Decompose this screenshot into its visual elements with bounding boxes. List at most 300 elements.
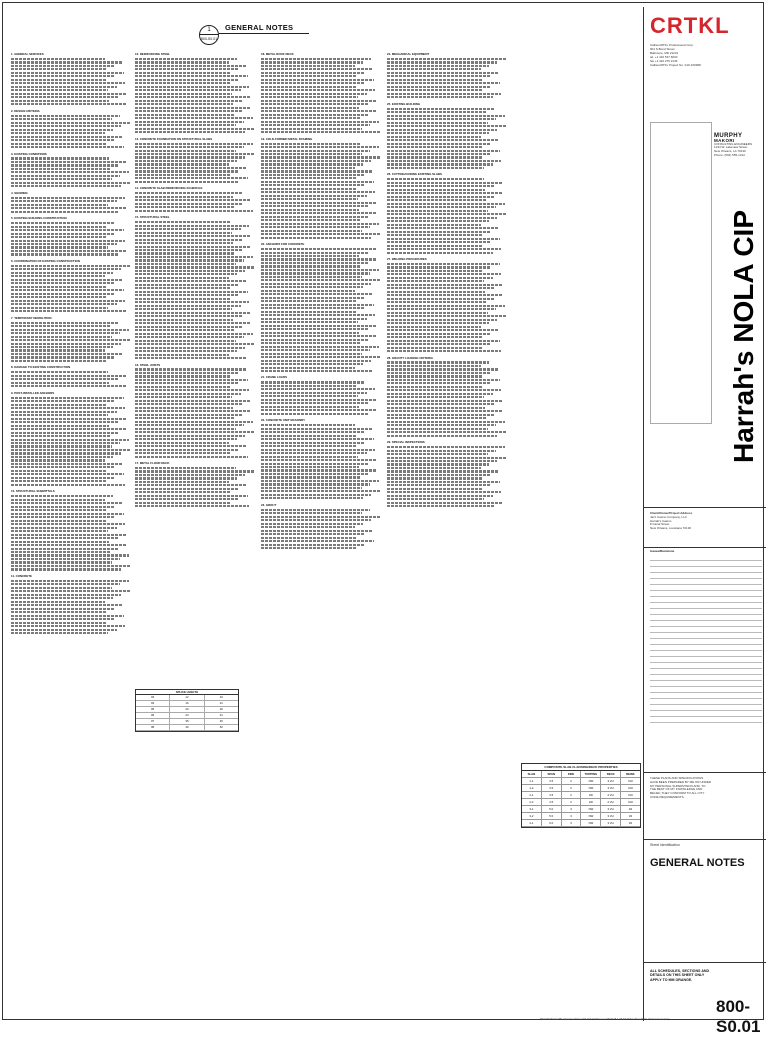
engineer-stamp-text	[650, 777, 762, 829]
note-text-line	[135, 294, 239, 296]
note-text-line	[11, 268, 121, 270]
slab-table-cell: 6x6	[628, 786, 633, 790]
note-text-line	[11, 382, 109, 384]
note-text-line	[261, 143, 361, 145]
note-text-line	[387, 375, 482, 377]
note-text-line	[135, 502, 231, 504]
note-heading: 29. SPECIAL INSPECTIONS	[387, 440, 425, 445]
note-text-line	[11, 125, 121, 127]
note-text-line	[387, 498, 484, 500]
owner-line: Jazz Casino Company, LLC	[650, 514, 687, 519]
note-text-line	[11, 484, 125, 486]
note-text-line	[11, 272, 113, 274]
note-text-line	[387, 347, 483, 349]
note-text-line	[11, 322, 119, 324]
slab-table-header-cell: DECK	[601, 771, 621, 777]
note-text-line	[135, 68, 238, 70]
note-heading: 18. METAL ROOF DECK	[261, 52, 294, 56]
note-text-line	[387, 298, 495, 300]
note-text-line	[11, 197, 125, 199]
note-text-line	[387, 241, 491, 243]
note-text-line	[135, 449, 238, 451]
note-heading: 16. STEEL JOISTS	[135, 362, 161, 367]
note-text-line	[387, 435, 497, 437]
note-text-line	[135, 131, 245, 133]
note-text-line	[261, 233, 380, 235]
note-heading: 3. EXISTING CONDITIONS	[11, 151, 47, 156]
note-text-line	[261, 198, 358, 200]
note-text-line	[387, 185, 494, 187]
splice-table-cell: 12	[170, 695, 204, 700]
note-text-line	[261, 72, 364, 74]
note-text-line	[261, 195, 367, 197]
note-text-line	[135, 442, 229, 444]
note-text-line	[261, 399, 376, 401]
note-text-line	[387, 132, 489, 134]
note-text-line	[387, 308, 496, 310]
note-text-line	[387, 277, 493, 279]
note-text-line	[11, 534, 126, 536]
note-text-line	[261, 75, 356, 77]
slab-table-cell: 4.5	[542, 792, 562, 798]
note-text-line	[135, 252, 235, 254]
note-text-line	[261, 381, 365, 383]
note-text-line	[261, 174, 364, 176]
note-text-line	[261, 424, 355, 426]
note-text-line	[11, 418, 126, 420]
note-text-line	[387, 379, 500, 381]
note-text-line	[387, 252, 493, 254]
note-text-line	[135, 259, 244, 261]
note-heading: 14. CONCRETE SLAB REINFORCING SCHEDULE	[135, 186, 203, 191]
plot-footer: MM ORANGE MM Harrah's NOLA CIP 2017 S001.rvt 1/18/2018 1:38:48 PM CallisonRTKL Professional Corp.	[540, 1018, 671, 1021]
note-text-line	[11, 580, 129, 582]
note-text-line	[261, 79, 374, 81]
splice-table-cell: 16	[219, 695, 223, 699]
note-text-line	[135, 263, 236, 265]
note-text-line	[135, 167, 247, 169]
note-text-line	[11, 356, 114, 358]
note-text-line	[261, 216, 369, 218]
note-text-line	[387, 248, 501, 250]
note-text-line	[135, 280, 247, 282]
note-text-line	[135, 291, 248, 293]
note-text-line	[261, 293, 373, 295]
note-text-line	[387, 333, 490, 335]
note-text-line	[261, 103, 368, 105]
note-text-line	[135, 110, 243, 112]
note-text-line	[387, 386, 483, 388]
splice-table-cell: 52	[219, 725, 223, 729]
note-text-line	[135, 58, 237, 60]
note-text-line	[11, 286, 106, 288]
note-text-line	[11, 296, 107, 298]
firm-address-line: Baltimore, MD 21231	[650, 51, 679, 55]
note-text-line	[135, 379, 248, 381]
note-text-line	[387, 75, 490, 77]
consultant-line: 1234 W. Lakeview Street	[714, 145, 748, 150]
note-text-line	[135, 414, 243, 416]
note-text-line	[387, 457, 506, 459]
splice-length-table	[135, 689, 239, 732]
note-text-line	[387, 424, 496, 426]
note-text-line	[387, 270, 483, 272]
note-text-line	[11, 115, 120, 117]
note-text-line	[11, 590, 130, 592]
note-text-line	[261, 286, 363, 288]
note-text-line	[387, 199, 487, 201]
note-text-line	[11, 103, 127, 105]
note-text-line	[387, 431, 506, 433]
note-text-line	[261, 167, 355, 169]
slab-table-cell: 1-1	[522, 778, 542, 784]
note-text-line	[135, 160, 237, 162]
note-text-line	[11, 204, 108, 206]
slab-table-row	[522, 778, 640, 785]
slab-table-header	[522, 771, 640, 778]
note-text-line	[11, 414, 108, 416]
note-text-line	[261, 223, 379, 225]
note-text-line	[11, 275, 105, 277]
slab-table-row	[522, 806, 640, 813]
note-text-line	[387, 227, 499, 229]
note-text-line	[135, 417, 235, 419]
note-text-line	[387, 160, 501, 162]
note-text-line	[261, 339, 369, 341]
note-text-line	[11, 89, 108, 91]
note-text-line	[11, 439, 129, 441]
note-text-line	[11, 561, 112, 563]
note-text-line	[135, 79, 239, 81]
note-text-line	[261, 314, 375, 316]
note-text-line	[261, 544, 365, 546]
note-text-line	[387, 234, 482, 236]
note-text-line	[135, 65, 247, 67]
note-text-line	[11, 100, 109, 102]
note-text-line	[261, 258, 377, 260]
note-text-line	[387, 417, 487, 419]
note-text-line	[11, 171, 129, 173]
note-text-line	[135, 246, 251, 248]
sheet-title: GENERAL NOTES	[650, 857, 745, 869]
note-text-line	[387, 203, 505, 205]
note-text-line	[135, 488, 238, 490]
note-text-line	[261, 110, 377, 112]
note-text-line	[135, 121, 244, 123]
firm-logo: CRTKL	[650, 13, 730, 38]
slab-table-header-cell: SLAB	[522, 771, 542, 777]
note-text-line	[135, 403, 242, 405]
note-text-line	[135, 196, 233, 198]
note-text-line	[135, 239, 242, 241]
note-text-line	[135, 435, 245, 437]
owner-line: New Orleans, Louisiana 70130	[650, 526, 692, 531]
note-heading: 6. COORDINATION OF EXISTING CONSTRUCTION	[11, 258, 80, 263]
note-text-line	[11, 129, 113, 131]
note-text-line	[387, 319, 497, 321]
note-text-line	[387, 143, 490, 145]
note-text-line	[261, 428, 373, 430]
note-text-line	[387, 245, 483, 247]
note-text-line	[11, 164, 119, 166]
note-text-line	[11, 211, 118, 213]
note-text-line	[11, 611, 106, 613]
note-text-line	[261, 395, 358, 397]
note-text-line	[261, 191, 375, 193]
slab-table-cell: 4.5	[542, 799, 562, 805]
note-text-line	[261, 252, 368, 254]
note-text-line	[261, 117, 361, 119]
note-text-line	[11, 466, 114, 468]
note-heading: 5. EXISTING BUILDING CONSTRUCTION	[11, 216, 67, 221]
note-text-line	[11, 229, 124, 231]
note-text-line	[11, 477, 115, 479]
note-text-line	[387, 82, 500, 84]
slab-table-row	[522, 813, 640, 820]
stamp-line: CODE REQUIREMENTS.	[650, 794, 685, 799]
note-text-line	[387, 136, 481, 138]
note-text-line	[135, 103, 233, 105]
note-text-line	[387, 312, 488, 314]
note-text-line	[387, 477, 482, 479]
note-text-line	[261, 212, 377, 214]
note-text-line	[261, 269, 379, 271]
note-text-line	[11, 378, 118, 380]
note-text-line	[387, 393, 493, 395]
note-text-line	[261, 265, 361, 267]
note-text-line	[135, 89, 241, 91]
note-text-line	[11, 601, 105, 603]
note-text-line	[387, 58, 506, 60]
slab-table-cell: 3.5	[542, 778, 562, 784]
slab-table-cell: 2 VLI	[601, 792, 621, 798]
note-text-line	[387, 368, 499, 370]
note-text-line	[387, 322, 489, 324]
note-text-line	[135, 495, 248, 497]
stamp-line: BELIEF, THEY CONFORM TO ALL CITY	[650, 791, 705, 796]
note-text-line	[11, 456, 113, 458]
note-text-line	[261, 226, 370, 228]
note-text-line	[387, 361, 489, 363]
firm-address-line: CallisonRTKL Professional Corp.	[650, 43, 694, 47]
owner-heading: Client/Owner/Project Address	[650, 511, 693, 515]
note-text-line	[135, 301, 249, 303]
note-text-line	[11, 222, 114, 224]
note-text-line	[261, 107, 359, 109]
note-text-line	[11, 185, 121, 187]
note-text-line	[387, 196, 495, 198]
project-name-area	[724, 207, 760, 463]
note-text-line	[387, 150, 500, 152]
note-text-line	[261, 237, 371, 239]
note-text-line	[11, 329, 129, 331]
note-text-line	[261, 388, 375, 390]
note-text-line	[387, 65, 489, 67]
slab-table-cell: 2	[562, 785, 582, 791]
note-text-line	[261, 519, 371, 521]
note-text-line	[261, 363, 363, 365]
note-text-line	[261, 170, 373, 172]
note-text-line	[261, 392, 367, 394]
slab-table-cell: 6x6	[628, 800, 633, 804]
divider	[644, 507, 766, 508]
note-text-line	[387, 396, 484, 398]
note-text-line	[261, 540, 374, 542]
stamp-line: THESE PLANS AND SPECIFICATIONS	[650, 776, 704, 780]
note-heading: 27. WELDING PROCEDURES	[387, 257, 427, 261]
note-text-line	[11, 625, 125, 627]
note-text-line	[387, 336, 482, 338]
note-heading: 15. STRUCTURAL STEEL	[135, 215, 170, 220]
note-text-line	[11, 516, 115, 518]
note-text-line	[135, 312, 250, 314]
sheet-number: 800-S0.01	[716, 997, 761, 1036]
note-text-line	[261, 82, 365, 84]
note-text-line	[261, 537, 356, 539]
slab-table-cell: NW	[581, 778, 601, 784]
note-text-line	[135, 305, 241, 307]
splice-table-cell: 31	[219, 713, 223, 717]
note-text-line	[387, 326, 481, 328]
slab-table-cell: NW	[581, 820, 601, 826]
note-text-line	[261, 409, 377, 411]
slab-properties-table	[521, 763, 641, 828]
note-text-line	[387, 463, 489, 465]
note-text-line	[261, 181, 374, 183]
note-text-line	[261, 96, 358, 98]
note-text-line	[135, 491, 230, 493]
owner-line: Harrah's Casino	[650, 518, 672, 523]
note-text-line	[387, 291, 485, 293]
note-text-line	[135, 93, 232, 95]
note-text-line	[261, 476, 361, 478]
note-text-line	[261, 146, 379, 148]
slab-table-cell: #4	[628, 807, 633, 811]
slab-table-cell: 2 VLI	[601, 799, 621, 805]
note-text-line	[387, 329, 499, 331]
callout-bubble	[199, 25, 219, 45]
issues-table	[650, 555, 762, 705]
note-text-line	[11, 527, 117, 529]
note-text-line	[261, 335, 377, 337]
note-text-line	[135, 192, 242, 194]
note-text-line	[135, 336, 244, 338]
note-heading: 4. SHORING	[11, 190, 28, 195]
note-text-line	[135, 150, 236, 152]
note-text-line	[11, 282, 114, 284]
note-text-line	[387, 365, 481, 367]
slab-table-cell: 4-1	[522, 820, 542, 826]
note-text-line	[261, 61, 363, 63]
note-text-line	[387, 410, 503, 412]
note-text-line	[11, 385, 127, 387]
note-text-line	[387, 467, 481, 469]
note-text-line	[11, 558, 120, 560]
note-text-line	[135, 505, 249, 507]
note-heading: 8. DAMAGE TO EXISTING CONSTRUCTION	[11, 365, 71, 370]
note-text-line	[387, 453, 488, 455]
note-text-line	[387, 350, 501, 352]
note-text-line	[135, 199, 251, 201]
title-underline	[219, 33, 309, 34]
slab-table-cell: #4	[628, 814, 633, 818]
note-text-line	[11, 349, 105, 351]
note-text-line	[11, 143, 106, 145]
note-text-line	[11, 93, 126, 95]
note-text-line	[135, 210, 253, 212]
note-text-line	[11, 168, 111, 170]
note-text-line	[135, 203, 243, 205]
note-text-line	[11, 421, 118, 423]
note-text-line	[387, 301, 487, 303]
note-text-line	[261, 307, 365, 309]
note-text-line	[11, 226, 106, 228]
note-text-line	[387, 428, 488, 430]
note-text-line	[135, 242, 233, 244]
note-text-line	[11, 161, 127, 163]
splice-table-cell: 20	[170, 707, 204, 712]
note-text-line	[135, 75, 248, 77]
note-text-line	[261, 466, 359, 468]
note-text-line	[387, 167, 484, 169]
note-text-line	[11, 442, 120, 444]
slab-table-cell: LW	[581, 799, 601, 805]
note-text-line	[261, 58, 371, 60]
slab-table-cell: 1-2	[522, 785, 542, 791]
sheet-note: ALL SCHEDULES, SECTIONS AND DETAILS ON THIS SHEET ONLY APPLY TO MM ORANGE.	[650, 969, 710, 982]
slab-table-cell: LW	[581, 792, 601, 798]
slab-table-cell: 3 VLI	[601, 778, 621, 784]
note-text-line	[135, 298, 231, 300]
note-text-line	[387, 421, 505, 423]
note-text-line	[11, 75, 115, 77]
note-text-line	[11, 178, 112, 180]
note-text-line	[261, 89, 375, 91]
slab-table-cell: 3	[562, 806, 582, 812]
note-text-line	[261, 121, 379, 123]
note-text-line	[387, 125, 506, 127]
note-text-line	[135, 225, 249, 227]
note-text-line	[261, 346, 379, 348]
note-text-line	[11, 207, 126, 209]
note-text-line	[387, 238, 500, 240]
splice-table-title: SPLICE LENGTH	[136, 690, 238, 695]
firm-address-line: fax +1 410 276 2136	[650, 59, 678, 63]
note-text-line	[11, 551, 111, 553]
note-text-line	[11, 122, 130, 124]
note-text-line	[387, 372, 490, 374]
note-heading: 23. GROUT	[261, 502, 277, 507]
note-text-line	[135, 326, 243, 328]
note-text-line	[387, 231, 490, 233]
note-heading: 22. CONCRETE UNIT MASONRY	[261, 418, 306, 423]
slab-table-cell: NW	[581, 813, 601, 819]
note-text-line	[387, 206, 496, 208]
splice-table-cell: 40	[170, 725, 204, 730]
note-text-line	[261, 370, 373, 372]
note-text-line	[11, 629, 117, 631]
callout-number: 1	[207, 27, 211, 33]
note-text-line	[387, 305, 505, 307]
note-heading: 20. ANCHORS FOR CONCRETE	[261, 242, 305, 247]
note-text-line	[135, 266, 254, 268]
note-text-line	[11, 353, 123, 355]
note-text-line	[261, 385, 357, 387]
note-text-line	[135, 470, 254, 472]
note-text-line	[261, 332, 359, 334]
note-text-line	[387, 491, 501, 493]
note-text-line	[135, 484, 247, 486]
